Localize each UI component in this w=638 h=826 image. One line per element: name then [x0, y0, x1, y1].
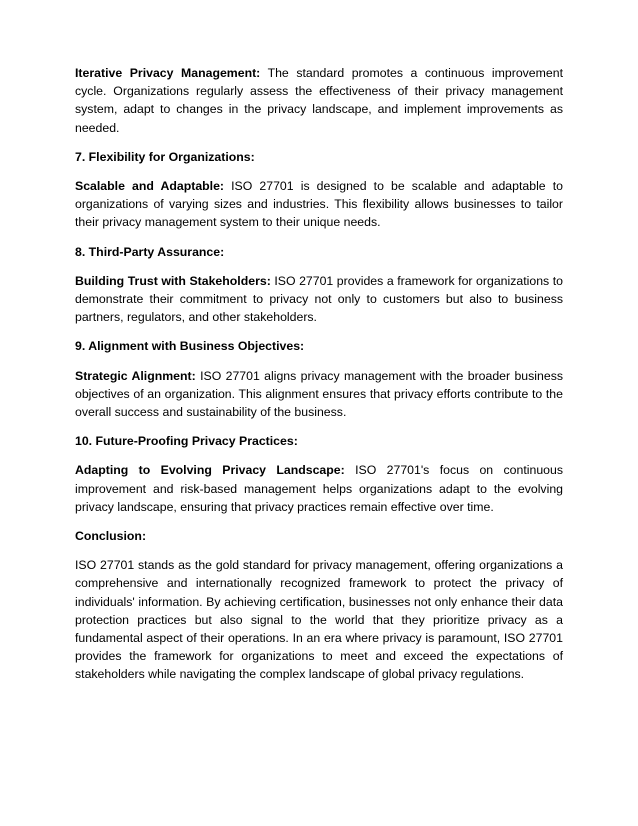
paragraph-lead: Adapting to Evolving Privacy Landscape:	[75, 463, 345, 478]
paragraph-iterative-privacy-management	[75, 64, 563, 137]
paragraph-scalable-and-adaptable	[75, 177, 563, 232]
paragraph-text: ISO 27701 is designed to be scalable and adaptable to organizations of varying sizes and industries. This flexibility allows businesses to tailor their privacy management system to their unique needs.	[75, 179, 563, 230]
section-heading-third-party-assurance: 8. Third-Party Assurance:	[75, 244, 225, 259]
paragraph-lead: Building Trust with Stakeholders:	[75, 273, 271, 288]
document-page	[75, 64, 563, 695]
paragraph-lead: Strategic Alignment:	[75, 368, 196, 383]
paragraph-conclusion: ISO 27701 stands as the gold standard for privacy management, offering organizations a comprehensive and internationally recognized framework to protect the privacy of individuals' information. By achieving certification, businesses not only enhance their data protection practices but also signal to the world that they prioritize privacy as a fundamental aspect of their operations. In an era where privacy is paramount, ISO 27701 provides the framework for organizations to meet and exceed the expectations of stakeholders while navigating the complex landscape of global privacy regulations.	[75, 558, 563, 682]
paragraph-lead: Scalable and Adaptable:	[75, 179, 225, 194]
paragraph-evolving-landscape	[75, 461, 563, 516]
paragraph-text: ISO 27701 provides a framework for organizations to demonstrate their commitment to privacy not only to customers but also to business partners, regulators, and other stakeholders.	[75, 273, 563, 325]
paragraph-lead: Iterative Privacy Management:	[75, 66, 261, 80]
paragraph-building-trust	[75, 272, 563, 327]
paragraph-text: ISO 27701's focus on continuous improvement and risk-based management helps organizations adapt to the evolving privacy landscape, ensuring that privacy practices remain effective over time.	[75, 463, 563, 514]
paragraph-text: ISO 27701 aligns privacy management with the broader business objectives of an organization. This alignment ensures that privacy efforts contribute to the overall success and sustainability of the business.	[75, 368, 563, 420]
section-heading-alignment: 9. Alignment with Business Objectives:	[75, 339, 305, 354]
paragraph-strategic-alignment	[75, 367, 563, 422]
paragraph-text: The standard promotes a continuous improvement cycle. Organizations regularly assess the effectiveness of their privacy management system, adapt to changes in the privacy landscape, and implement improvements as needed.	[75, 66, 563, 135]
section-heading-conclusion: Conclusion:	[75, 529, 147, 544]
section-heading-future-proofing: 10. Future-Proofing Privacy Practices:	[75, 434, 298, 449]
section-heading-flexibility: 7. Flexibility for Organizations:	[75, 149, 255, 164]
